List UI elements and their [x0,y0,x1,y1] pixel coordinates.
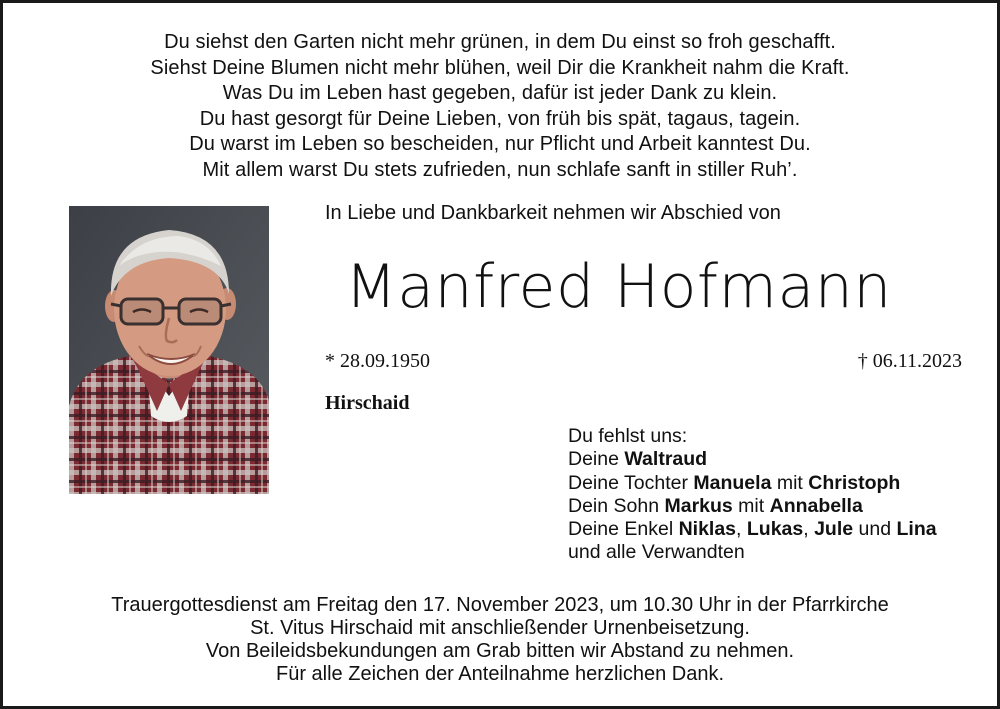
service-line: St. Vitus Hirschaid mit anschließender Urnenbeisetzung. [250,617,750,639]
hometown: Hirschaid [325,392,410,414]
service-line: Von Beileidsbekundungen am Grab bitten wir Abstand zu nehmen. [205,640,795,662]
portrait-photo [69,206,269,494]
mourner-name: Annabella [769,494,863,517]
deceased-name: Manfred Hofmann [345,252,892,322]
mourner-name: Niklas [678,518,737,541]
mourner-name: Lina [896,518,937,541]
mourner-line: Deine Enkel Niklas, Lukas, Jule und Lina [568,518,937,541]
poem-line: Siehst Deine Blumen nicht mehr blühen, weil Dir die Krankheit nahm die Kraft. [150,56,850,79]
birth-date: * 28.09.1950 [325,350,430,372]
service-line: Trauergottesdienst am Freitag den 17. November 2023, um 10.30 Uhr in der Pfarrkirche [111,594,889,616]
poem-line: Du warst im Leben so bescheiden, nur Pflicht und Arbeit kanntest Du. [189,133,811,155]
mourner-name: Lukas [746,518,804,541]
poem-line: Du hast gesorgt für Deine Lieben, von früh bis spät, tagaus, tagein. [199,107,801,130]
mourner-name: Markus [664,494,733,517]
death-date: † 06.11.2023 [857,350,962,372]
service-line: Für alle Zeichen der Anteilnahme herzlichen Dank. [275,663,725,685]
memorial-poem [3,30,997,183]
service-info [3,594,997,686]
mourner-line: Deine Tochter Manuela mit Christoph [568,471,901,494]
mourner-name: Waltraud [624,448,708,471]
poem-line: Mit allem warst Du stets zufrieden, nun schlafe sanft in stiller Ruh’. [202,158,798,181]
mourner-name: Manuela [693,471,772,494]
mourner-line: und alle Verwandten [568,541,745,564]
farewell-intro: In Liebe und Dankbarkeit nehmen wir Abschied von [325,202,781,224]
poem-line: Was Du im Leben hast gegeben, dafür ist jeder Dank zu klein. [222,82,778,104]
poem-line: Du siehst den Garten nicht mehr grünen, in dem Du einst so froh geschafft. [164,31,836,53]
mourner-line: Deine Waltraud [568,448,708,471]
mourner-name: Jule [814,518,854,541]
mourner-name: Christoph [808,471,901,494]
mourners-heading: Du fehlst uns: [568,425,688,447]
mourner-line: Dein Sohn Markus mit Annabella [568,494,863,517]
mourners-list [568,425,937,565]
